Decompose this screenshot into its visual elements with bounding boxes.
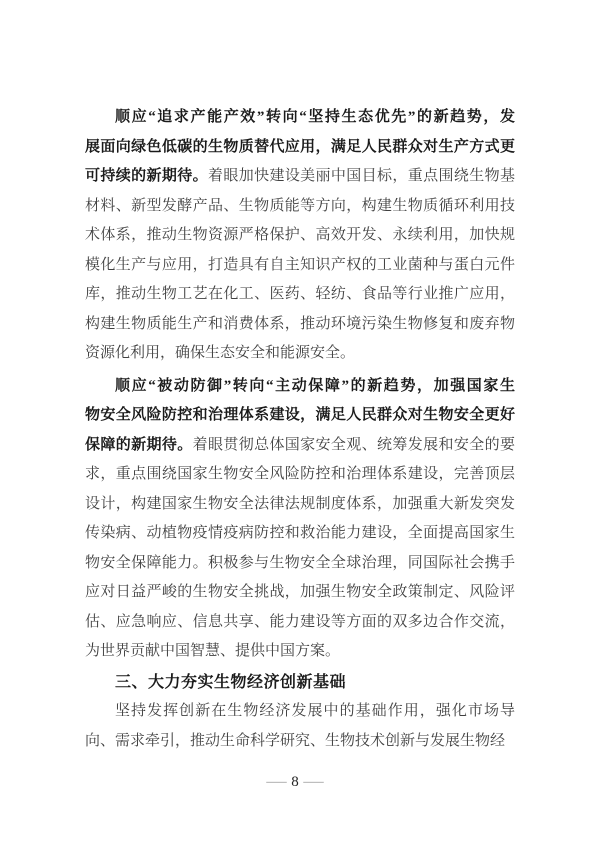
text-line [85, 727, 515, 757]
text-line [85, 697, 515, 727]
para-green-low-carbon [85, 103, 515, 369]
footer-dash-right: — [303, 774, 324, 790]
body-text: 设计，构建国家生物安全法律法规制度体系，加强重大新发突发 [85, 495, 515, 512]
body-text: 传染病、动植物疫情疫病防控和救治能力建设，全面提高国家生 [85, 525, 515, 541]
emphasis-text: 物安全风险防控和治理体系建设，满足人民群众对生物安全更好 [85, 407, 515, 423]
body-text: 应对日益严峻的生物安全挑战，加强生物安全政策制定、风险评 [85, 584, 515, 600]
text-line [85, 103, 515, 133]
emphasis-text: 展面向绿色低碳的生物质替代应用，满足人民群众对生产方式更 [85, 138, 515, 155]
emphasis-text: 顺应“追求产能产效”转向“坚持生态优先”的新趋势，发 [115, 109, 515, 125]
footer-dash-left: — [266, 774, 287, 790]
para-biosecurity [85, 372, 515, 667]
body-text: 模化生产与应用，打造具有自主知识产权的工业菌种与蛋白元件 [85, 256, 515, 273]
text-line [85, 192, 515, 222]
text-line [85, 460, 515, 490]
body-text: 库，推动生物工艺在化工、医药、轻纺、食品等行业推广应用， [85, 286, 515, 302]
text-line [85, 339, 515, 369]
document-body [85, 103, 515, 756]
text-line [85, 280, 515, 310]
body-text: 坚持发挥创新在生物经济发展中的基础作用，强化市场导 [115, 703, 515, 719]
text-line [85, 549, 515, 579]
body-text: 材料、新型发酵产品、生物质能等方向，构建生物质循环利用技 [85, 197, 515, 214]
text-line [85, 310, 515, 340]
text-line [85, 519, 515, 549]
body-text: 着眼贯彻总体国家安全观、统筹发展和安全的要 [192, 436, 515, 453]
text-line [85, 578, 515, 608]
body-text: 术体系，推动生物资源严格保护、高效开发、永续利用，加快规 [85, 227, 515, 243]
text-line [85, 637, 515, 667]
text-line [85, 372, 515, 402]
body-text: 物安全保障能力。积极参与生物安全全球治理，同国际社会携手 [85, 554, 515, 571]
heading-section-three: 三、大力夯实生物经济创新基础 [115, 673, 347, 691]
text-line [85, 162, 515, 192]
text-line [85, 133, 515, 163]
text-line [85, 608, 515, 638]
text-line [85, 431, 515, 461]
body-text: 资源化利用，确保生态安全和能源安全。 [85, 345, 356, 361]
text-line [85, 401, 515, 431]
page-number: 8 [291, 774, 299, 790]
text-line [85, 251, 515, 281]
body-text: 向、需求牵引，推动生命科学研究、生物技术创新与发展生物经 [85, 732, 506, 749]
emphasis-text: 可持续的新期待。 [85, 168, 208, 184]
para-innovation-foundation [85, 697, 515, 756]
body-text: 构建生物质能生产和消费体系，推动环境污染生物修复和废弃物 [85, 315, 515, 332]
text-line [85, 221, 515, 251]
page-footer [0, 770, 590, 794]
body-text: 为世界贡献中国智慧、提供中国方案。 [85, 643, 341, 659]
emphasis-text: 顺应“被动防御”转向“主动保障”的新趋势，加强国家生 [115, 377, 515, 394]
emphasis-text: 保障的新期待。 [85, 436, 193, 453]
body-text: 着眼加快建设美丽中国目标，重点围绕生物基 [207, 168, 515, 184]
text-line [85, 490, 515, 520]
body-text: 估、应急响应、信息共享、能力建设等方面的双多边合作交流， [85, 613, 515, 630]
body-text: 求，重点围绕国家生物安全风险防控和治理体系建设，完善顶层 [85, 466, 515, 482]
